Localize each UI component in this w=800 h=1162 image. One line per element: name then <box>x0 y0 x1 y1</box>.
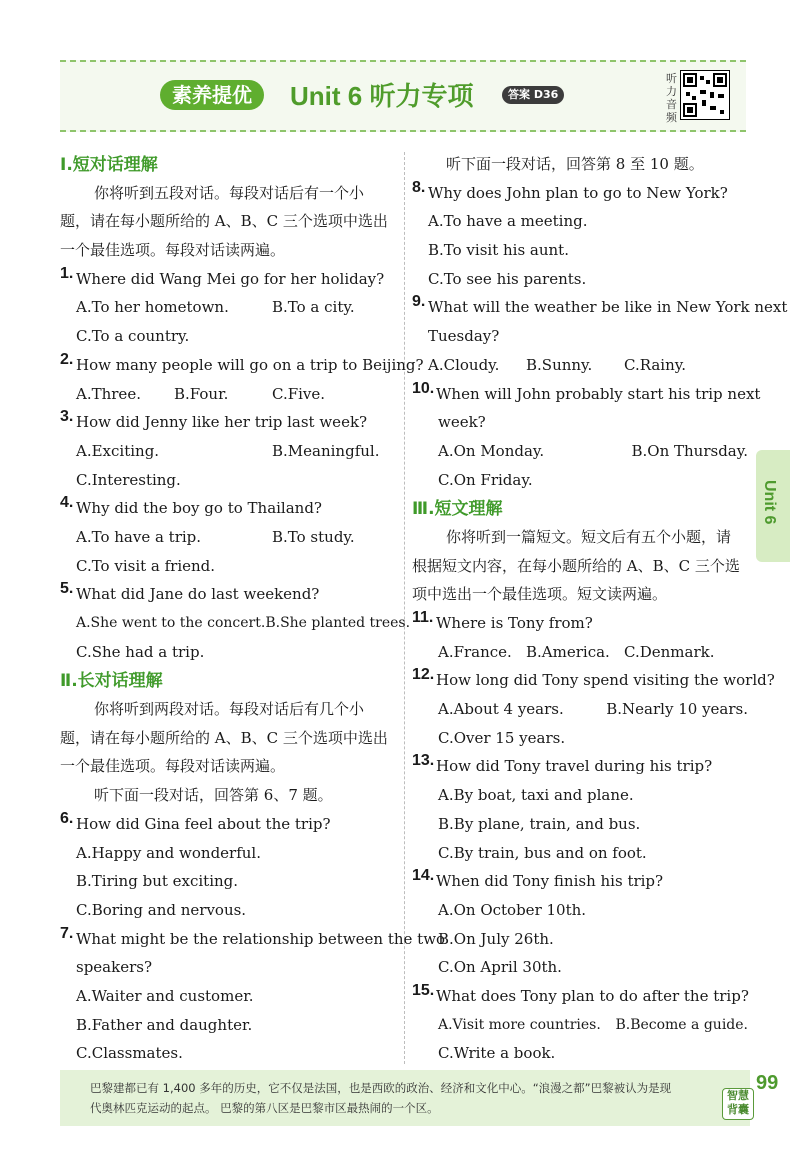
question-number: 14. <box>412 867 435 885</box>
question-number: 3. <box>60 408 74 426</box>
question-4 <box>60 494 398 523</box>
question-text: How did Jenny like her trip last week? <box>76 413 368 432</box>
unit-side-tab <box>756 450 790 562</box>
page-number: 99 <box>756 1072 779 1094</box>
option-b[interactable]: B.On July 26th. <box>438 929 554 948</box>
option-c[interactable]: C.Classmates. <box>76 1044 183 1063</box>
section-3-instruction-2: 根据短文内容，在每小题所给的 A、B、C 三个选 <box>412 556 740 575</box>
option-c[interactable]: C.Five. <box>272 384 326 403</box>
question-text: How long did Tony spend visiting the world? <box>436 671 775 690</box>
option-a[interactable]: A.About 4 years. <box>438 700 564 719</box>
section-2-instruction-1: 你将听到两段对话。每段对话后有几个小 <box>94 700 365 719</box>
section-2-subinstruction-2: 听下面一段对话，回答第 8 至 10 题。 <box>446 155 704 173</box>
option-b[interactable]: B.Four. <box>174 384 229 403</box>
question-4-options <box>60 523 398 552</box>
question-7 <box>60 924 446 954</box>
question-number: 6. <box>60 809 74 827</box>
option-a[interactable]: A.Cloudy. <box>428 355 500 374</box>
section-3-instruction-3: 项中选出一个最佳选项。短文读两遍。 <box>412 585 668 604</box>
question-text-continued: week? <box>438 413 486 432</box>
question-number: 5. <box>60 580 74 598</box>
question-14 <box>412 867 748 896</box>
option-b[interactable]: B.To study. <box>272 527 355 546</box>
option-c[interactable]: C.Boring and nervous. <box>76 900 247 919</box>
question-text: How did Gina feel about the trip? <box>76 814 331 833</box>
wisdom-box: 智慧背囊 <box>722 1088 754 1120</box>
option-a[interactable]: A.Three. <box>76 384 141 403</box>
question-2-options <box>60 380 398 409</box>
footer-text <box>90 1078 710 1118</box>
answer-tag: 答案 D36 <box>502 86 564 104</box>
option-b[interactable]: B.America. <box>526 642 610 661</box>
section-1-instruction-1: 你将听到五段对话。每段对话后有一个小 <box>94 183 365 202</box>
question-text-continued: Tuesday? <box>428 327 500 346</box>
question-number: 15. <box>412 981 435 999</box>
question-text: How did Tony travel during his trip? <box>436 757 713 776</box>
option-a[interactable]: A.Exciting. <box>76 441 160 460</box>
option-a[interactable]: A.By boat, taxi and plane. <box>438 786 634 805</box>
question-5-options <box>60 609 411 638</box>
option-b[interactable]: B.Sunny. <box>526 355 593 374</box>
section-1-instruction-3: 一个最佳选项。每段对话读两遍。 <box>60 241 286 260</box>
question-3-options <box>60 437 398 466</box>
question-11-options <box>412 638 748 667</box>
option-b[interactable]: B.She planted trees. <box>265 615 411 631</box>
option-a[interactable]: A.France. <box>438 642 512 661</box>
option-c[interactable]: C.To visit a friend. <box>76 556 216 575</box>
option-c[interactable]: C.Over 15 years. <box>438 728 566 747</box>
question-text: Why does John plan to go to New York? <box>428 183 728 202</box>
section-2-instruction-3: 一个最佳选项。每段对话读两遍。 <box>60 757 286 776</box>
option-a[interactable]: A.To her hometown. <box>76 298 229 317</box>
option-a[interactable]: A.She went to the concert. <box>76 615 266 631</box>
question-number: 4. <box>60 494 74 512</box>
question-1 <box>60 265 398 294</box>
option-c[interactable]: C.She had a trip. <box>76 642 205 661</box>
section-3-instruction-1: 你将听到一篇短文。短文后有五个小题，请 <box>446 527 732 546</box>
section-1-title: Ⅰ.短对话理解 <box>60 155 158 175</box>
option-a[interactable]: A.On Monday. <box>438 441 545 460</box>
question-text: Why did the boy go to Thailand? <box>76 499 322 518</box>
question-13 <box>412 752 748 781</box>
question-10-options <box>412 437 748 466</box>
option-c[interactable]: C.Denmark. <box>624 642 715 661</box>
question-9-options <box>412 351 748 380</box>
question-1-options <box>60 293 398 322</box>
question-15 <box>412 982 748 1011</box>
question-15-options <box>412 1011 748 1040</box>
option-a[interactable]: A.To have a meeting. <box>428 212 588 231</box>
section-2-subinstruction: 听下面一段对话，回答第 6、7 题。 <box>94 786 333 805</box>
question-text: Where did Wang Mei go for her holiday? <box>76 269 385 288</box>
question-5 <box>60 580 398 609</box>
question-10 <box>412 379 761 409</box>
question-number: 10. <box>412 379 435 397</box>
question-2 <box>60 350 424 380</box>
question-number: 13. <box>412 752 435 770</box>
question-text: How many people will go on a trip to Beijing? <box>76 355 424 374</box>
option-b[interactable]: B.By plane, train, and bus. <box>438 814 641 833</box>
question-text: What did Jane do last weekend? <box>76 585 320 604</box>
option-a[interactable]: A.Happy and wonderful. <box>76 843 262 862</box>
footer-line-2: 代奥林匹克运动的起点。 巴黎的第八区是巴黎市区最热闹的一个区。 <box>90 1101 439 1115</box>
option-c[interactable]: C.Write a book. <box>438 1044 556 1063</box>
option-b[interactable]: B.Become a guide. <box>615 1016 748 1033</box>
option-c[interactable]: C.To a country. <box>76 327 190 346</box>
option-b[interactable]: B.Meaningful. <box>272 441 380 460</box>
option-a[interactable]: A.On October 10th. <box>438 900 587 919</box>
option-c[interactable]: C.Rainy. <box>624 355 686 374</box>
option-c[interactable]: C.Interesting. <box>76 470 181 489</box>
question-number: 9. <box>412 293 426 311</box>
option-b[interactable]: B.Nearly 10 years. <box>606 700 748 719</box>
question-text: When did Tony finish his trip? <box>436 872 664 891</box>
question-text-continued: speakers? <box>76 958 152 977</box>
question-12 <box>412 666 775 695</box>
section-2-title: Ⅱ.长对话理解 <box>60 671 163 692</box>
question-number: 8. <box>412 178 426 196</box>
section-3-title: Ⅲ.短文理解 <box>412 499 503 520</box>
option-c[interactable]: C.On April 30th. <box>438 958 562 977</box>
question-9 <box>412 293 788 322</box>
option-b[interactable]: B.On Thursday. <box>631 441 748 460</box>
question-number: 1. <box>60 264 74 282</box>
option-b[interactable]: B.Father and daughter. <box>76 1015 253 1034</box>
question-6 <box>60 810 398 839</box>
question-12-options <box>412 695 748 724</box>
question-11 <box>412 609 748 638</box>
option-a[interactable]: A.To have a trip. <box>76 527 202 546</box>
question-text: When will John probably start his trip next <box>436 384 761 403</box>
section-1-instruction-2: 题，请在每小题所给的 A、B、C 三个选项中选出 <box>60 212 388 231</box>
footer-band <box>60 1070 750 1126</box>
question-number: 12. <box>412 666 435 684</box>
side-tab-label: Unit 6 <box>761 480 778 525</box>
option-b[interactable]: B.To a city. <box>272 298 355 317</box>
question-text: What might be the relationship between the two <box>76 929 446 948</box>
option-c[interactable]: C.To see his parents. <box>428 269 587 288</box>
option-c[interactable]: C.On Friday. <box>438 470 533 489</box>
question-number: 2. <box>60 350 74 368</box>
option-b[interactable]: B.Tiring but exciting. <box>76 872 239 891</box>
option-b[interactable]: B.To visit his aunt. <box>428 241 569 260</box>
question-3 <box>60 408 398 437</box>
page-title: Unit 6 听力专项 <box>290 81 474 111</box>
question-number: 11. <box>412 609 434 626</box>
question-8 <box>412 179 748 208</box>
section-2-instruction-2: 题，请在每小题所给的 A、B、C 三个选项中选出 <box>60 728 388 747</box>
question-text: Where is Tony from? <box>436 614 593 632</box>
question-text: What does Tony plan to do after the trip? <box>436 986 749 1005</box>
qr-code-icon[interactable] <box>680 70 730 120</box>
footer-line-1: 巴黎建都已有 1,400 多年的历史，它不仅是法国，也是西欧的政治、经济和文化中心。“浪漫之都”巴黎被认为是现 <box>90 1081 672 1095</box>
option-a[interactable]: A.Waiter and customer. <box>76 986 254 1005</box>
question-number: 7. <box>60 924 74 942</box>
question-text: What will the weather be like in New York next <box>428 298 788 317</box>
option-a[interactable]: A.Visit more countries. <box>438 1016 601 1033</box>
qr-label: 听力音频 <box>666 72 677 124</box>
section-badge: 素养提优 <box>160 80 264 110</box>
option-c[interactable]: C.By train, bus and on foot. <box>438 843 647 862</box>
